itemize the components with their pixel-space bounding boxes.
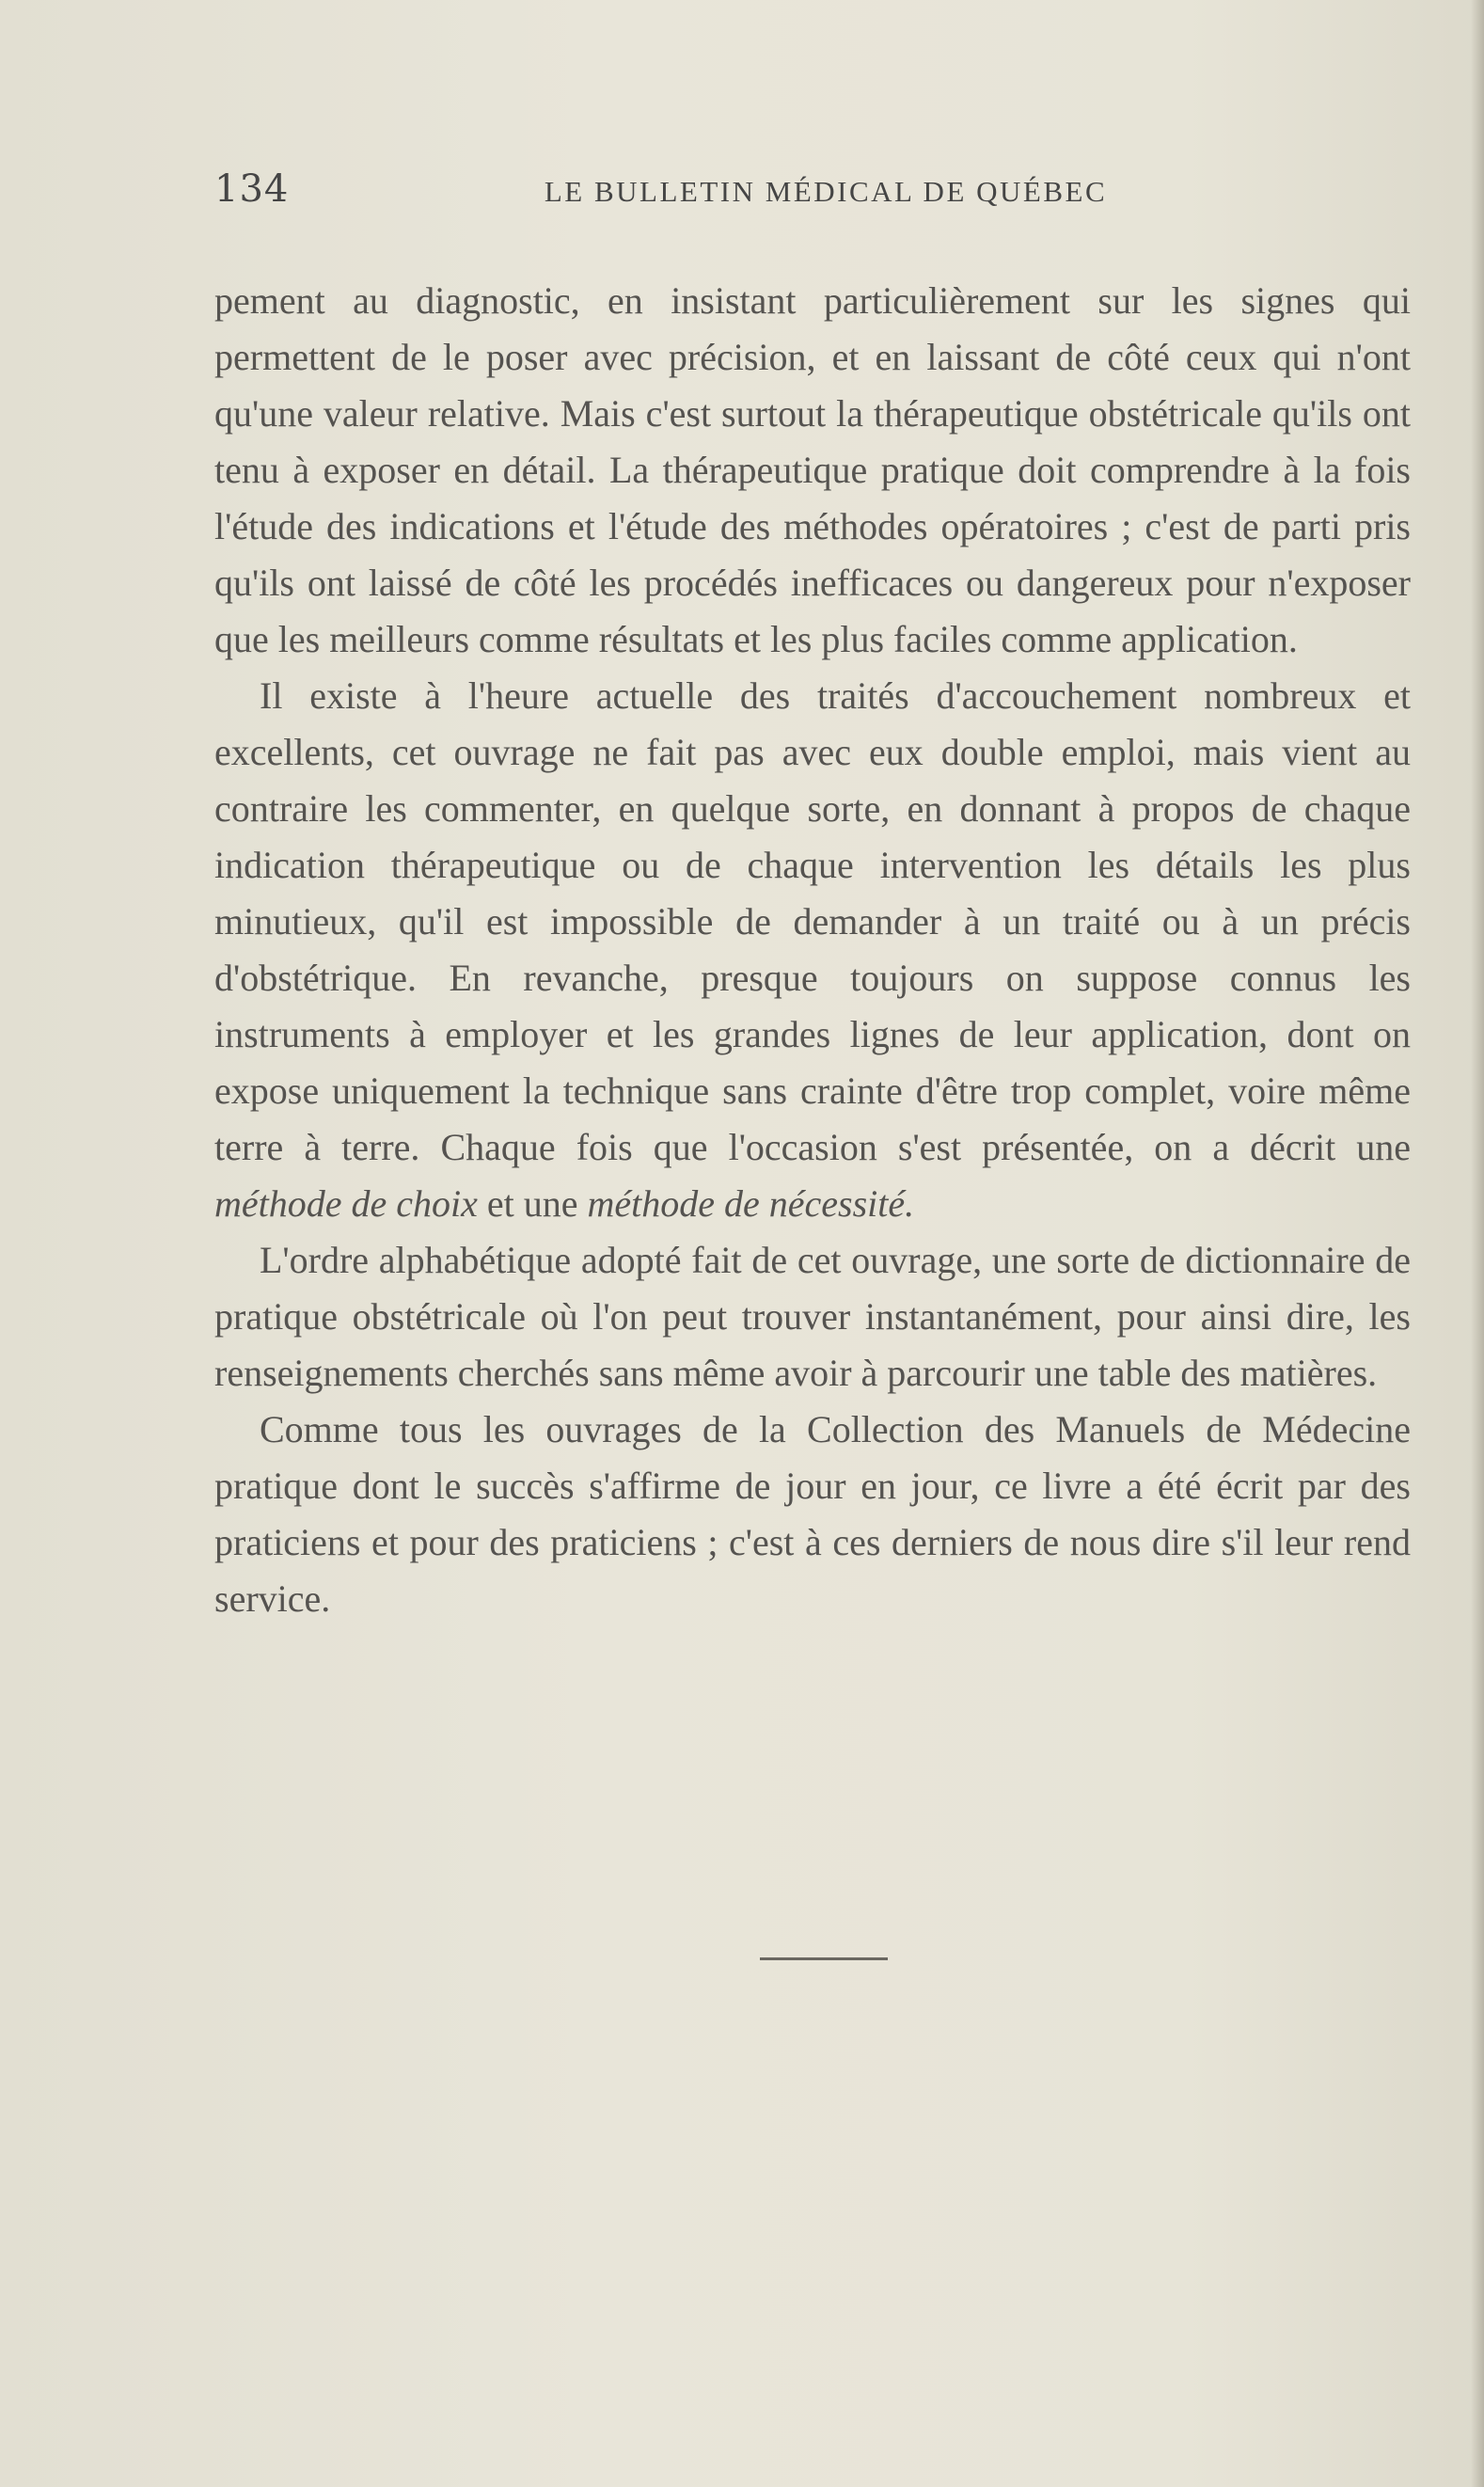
paragraph-2-text: Il existe à l'heure actuelle des traités d'accouchement nombreux et excellents, cet ouvrage ne fait pas avec eux double emploi, mais vient au contraire les commenter, en quelque sorte, en donnant à propos de chaque indication thérapeutique ou de chaque intervention les détails les plus minutieux, qu'il est impossible de demander à un traité ou à un précis d'obstétrique. En revanche, presque toujours on suppose connus les instruments à employer et les grandes lignes de leur application, dont on expose uniquement la technique sans crainte d'être trop complet, voire même terre à terre. Chaque fois que l'occasion s'est présentée, on a décrit une [214,674,1411,1168]
italic-methode-de-necessite: méthode de nécessité. [587,1182,915,1225]
paragraph-1: pement au diagnostic, en insistant particulièrement sur les signes qui permettent de le poser avec précision, et en laissant de côté ceux qui n'ont qu'une valeur relative. Mais c'est surtout la thérapeutique obstétricale qu'ils ont tenu à exposer en détail. La thérapeutique pratique doit comprendre à la fois l'étude des indications et l'étude des méthodes opératoires ; c'est de parti pris qu'ils ont laissé de côté les procédés inefficaces ou dangereux pour n'exposer que les meilleurs comme résultats et les plus faciles comme application. [214,279,1411,660]
body-text [214,273,1411,1627]
paragraph-4: Comme tous les ouvrages de la Collection des Manuels de Médecine pratique dont le succès s'affirme de jour en jour, ce livre a été écrit par des praticiens et pour des praticiens ; c'est à ces derniers de nous dire s'il leur rend service. [214,1408,1411,1620]
end-ornament-rule [760,1957,888,1960]
running-title: LE BULLETIN MÉDICAL DE QUÉBEC [544,175,1108,208]
paragraph-2-conjunction: et une [477,1182,588,1225]
paragraph-2 [214,668,1411,1232]
page-number: 134 [214,167,290,211]
paragraph-3: L'ordre alphabétique adopté fait de cet ouvrage, une sorte de dictionnaire de pratique obstétricale où l'on peut trouver instantanément, pour ainsi dire, les renseignements cherchés sans même avoir à parcourir une table des matières. [214,1239,1411,1394]
page-edge-shadow [1471,0,1484,2487]
italic-methode-de-choix: méthode de choix [214,1182,478,1225]
page-header [214,167,1411,224]
